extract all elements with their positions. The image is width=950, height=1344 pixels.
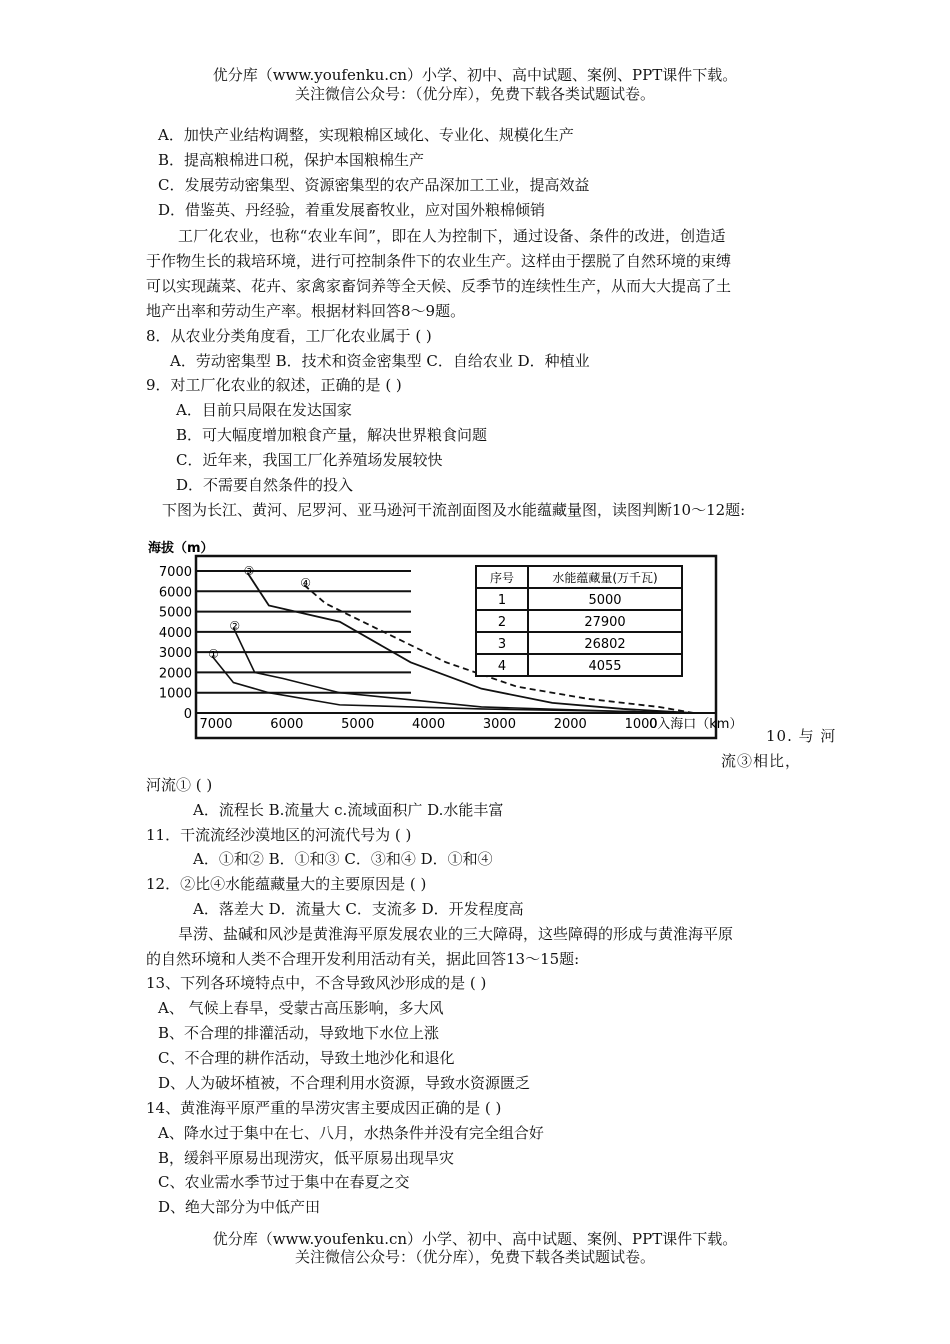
chart-x-tick-label: 6000 — [270, 717, 304, 732]
q8-stem: 8．从农业分类角度看，工厂化农业属于 ( ) — [146, 327, 432, 345]
chart-y-tick-label: 5000 — [158, 605, 192, 621]
chart-x-tick-label: 1000 — [624, 717, 658, 732]
passage1-line: 地产出率和劳动生产率。根据材料回答8～9题。 — [146, 302, 466, 320]
q9-option-b: B．可大幅度增加粮食产量，解决世界粮食问题 — [176, 426, 488, 444]
q7-option-b: B．提高粮棉进口税，保护本国粮棉生产 — [158, 151, 425, 169]
table-cell-value: 4055 — [588, 659, 622, 674]
table-cell-index: 1 — [497, 593, 507, 608]
q13-option-a: A、 气候上春旱，受蒙古高压影响，多大风 — [158, 999, 444, 1017]
q11-stem: 11．干流流经沙漠地区的河流代号为 ( ) — [146, 826, 412, 844]
chart-x-tick-label: 5000 — [341, 717, 375, 732]
chart-y-tick-label: 7000 — [158, 565, 192, 580]
q14-option-a: A、降水过于集中在七、八月，水热条件并没有完全组合好 — [158, 1124, 544, 1142]
q10-stem-b: 流③相比， — [721, 752, 802, 770]
chart-y-tick-label: 0 — [183, 707, 192, 722]
q13-option-d: D、人为破坏植被，不合理利用水资源，导致水资源匮乏 — [158, 1074, 531, 1092]
q13-option-c: C、不合理的耕作活动，导致土地沙化和退化 — [158, 1049, 455, 1067]
table-cell-index: 3 — [497, 637, 507, 652]
chart-x-tick-label: 4000 — [412, 717, 446, 732]
river-profile-chart — [146, 536, 743, 742]
table-cell-index: 4 — [497, 659, 507, 674]
chart-x-tick-label: 2000 — [553, 717, 587, 732]
passage2-line: 的自然环境和人类不合理开发利用活动有关，据此回答13～15题: — [146, 950, 580, 968]
footer-line-1: 优分库（www.youfenku.cn）小学、初中、高中试题、案例、PPT课件下载。 — [212, 1230, 738, 1248]
chart-y-tick-label: 4000 — [158, 625, 192, 641]
passage1-line: 工厂化农业，也称“农业车间”，即在人为控制下，通过设备、条件的改进，创造适 — [178, 227, 726, 245]
q9-option-d: D．不需要自然条件的投入 — [176, 476, 354, 494]
river-label-2: ② — [229, 618, 241, 633]
q14-option-d: D、绝大部分为中低产田 — [158, 1198, 321, 1216]
table-cell-value: 5000 — [588, 593, 622, 608]
chart-x-tick-label: 3000 — [482, 717, 516, 732]
q7-option-d: D．借鉴英、丹经验，着重发展畜牧业，应对国外粮棉倾销 — [158, 201, 546, 219]
table-header-value: 水能蕴藏量(万千瓦) — [552, 571, 658, 585]
q14-option-c: C、农业需水季节过于集中在春夏之交 — [158, 1173, 410, 1191]
chart-y-tick-label: 3000 — [158, 646, 192, 662]
q10-stem-c: 河流① ( ) — [146, 776, 213, 794]
passage1-line: 于作物生长的栽培环境，进行可控制条件下的农业生产。这样由于摆脱了自然环境的束缚 — [146, 252, 732, 270]
river-label-3: ③ — [243, 564, 255, 579]
q8-options: A．劳动密集型 B．技术和资金密集型 C．自给农业 D．种植业 — [170, 352, 590, 370]
footer-line-2: 关注微信公众号：（优分库），免费下载各类试题试卷。 — [294, 1248, 655, 1266]
chart-y-tick-label: 2000 — [158, 666, 192, 682]
q7-option-a: A．加快产业结构调整，实现粮棉区域化、专业化、规模化生产 — [158, 126, 574, 144]
q12-options: A．落差大 D．流量大 C．支流多 D．开发程度高 — [193, 900, 524, 918]
header-line-1: 优分库（www.youfenku.cn）小学、初中、高中试题、案例、PPT课件下载。 — [212, 66, 738, 84]
passage1-line: 可以实现蔬菜、花卉、家禽家畜饲养等全天候、反季节的连续性生产，从而大大提高了土 — [146, 277, 732, 295]
q13-stem: 13、下列各环境特点中，不含导致风沙形成的是 ( ) — [146, 974, 487, 992]
q13-option-b: B、不合理的排灌活动，导致地下水位上涨 — [158, 1024, 440, 1042]
q9-stem: 9．对工厂化农业的叙述，正确的是 ( ) — [146, 376, 402, 394]
q11-options: A．①和② B．①和③ C．③和④ D．①和④ — [193, 850, 493, 868]
table-cell-value: 26802 — [584, 637, 626, 652]
q10-stem-a: 10. 与 河 — [766, 727, 837, 745]
q9-option-a: A．目前只局限在发达国家 — [176, 401, 352, 419]
q7-option-c: C．发展劳动密集型、资源密集型的农产品深加工工业，提高效益 — [158, 176, 590, 194]
chart-ylabel: 海拔（m） — [148, 541, 214, 556]
chart-y-tick-label: 6000 — [158, 585, 192, 601]
table-header-index: 序号 — [489, 571, 515, 585]
q14-stem: 14、黄淮海平原严重的旱涝灾害主要成因正确的是 ( ) — [146, 1099, 502, 1117]
river-label-1: ① — [208, 647, 219, 662]
passage2-line: 旱涝、盐碱和风沙是黄淮海平原发展农业的三大障碍，这些障碍的形成与黄淮海平原 — [178, 925, 734, 943]
chart-x-tick-label: 7000 — [199, 717, 233, 732]
chart-y-tick-label: 1000 — [158, 686, 192, 702]
q14-option-b: B，缓斜平原易出现涝灾，低平原易出现旱灾 — [158, 1149, 455, 1167]
chart-intro: 下图为长江、黄河、尼罗河、亚马逊河干流剖面图及水能蕴藏量图，读图判断10～12题: — [162, 501, 746, 519]
q9-option-c: C．近年来，我国工厂化养殖场发展较快 — [176, 451, 443, 469]
table-cell-index: 2 — [497, 615, 507, 630]
header-line-2: 关注微信公众号：（优分库），免费下载各类试题试卷。 — [294, 85, 655, 103]
table-cell-value: 27900 — [584, 615, 626, 630]
chart-xlabel: 0入海口（km） — [649, 717, 743, 732]
q10-options: A．流程长 B.流量大 c.流域面积广 D.水能丰富 — [193, 801, 504, 819]
river-label-4: ④ — [300, 576, 312, 591]
q12-stem: 12．②比④水能蕴藏量大的主要原因是 ( ) — [146, 875, 427, 893]
